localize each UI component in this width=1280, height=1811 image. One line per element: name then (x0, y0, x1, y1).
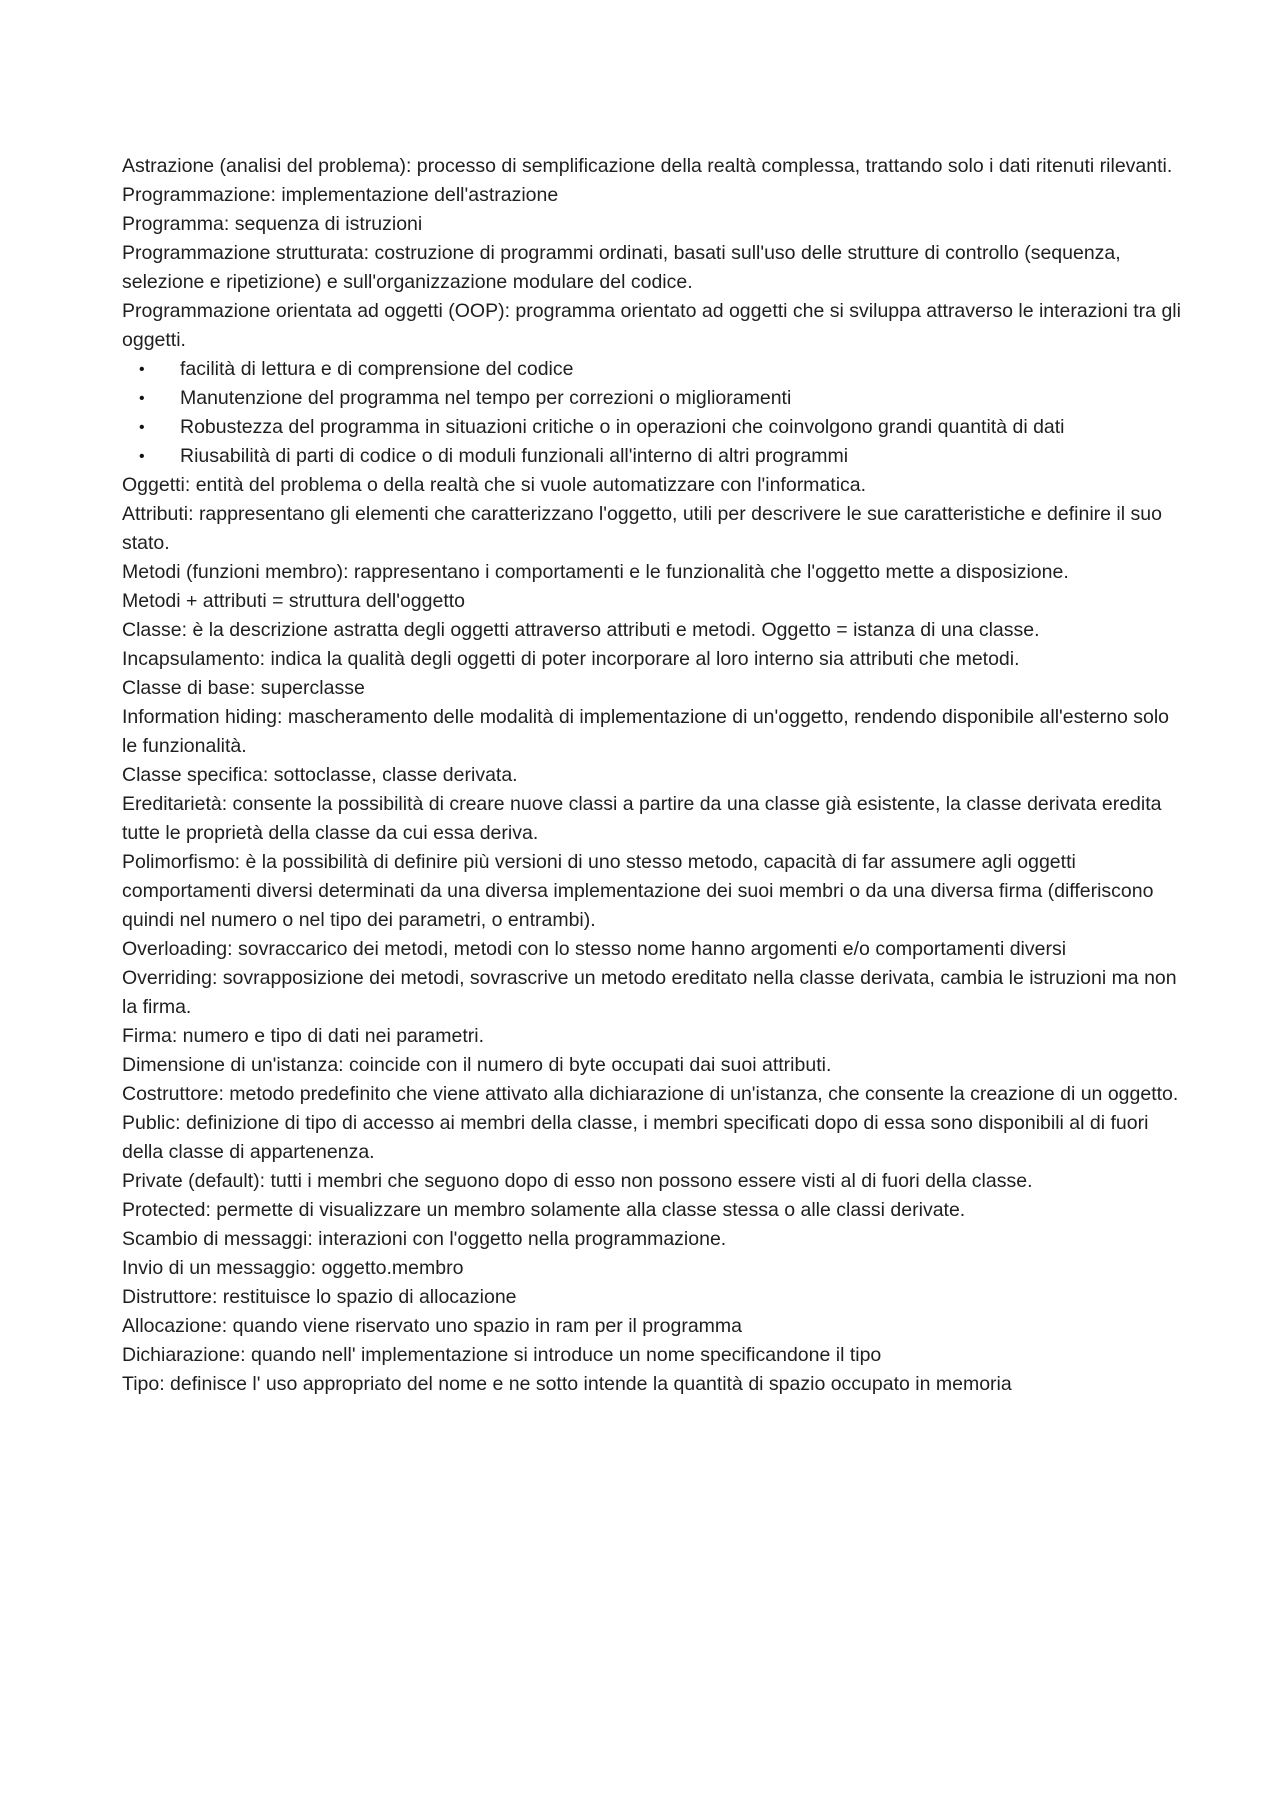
definition-scambio-messaggi: Scambio di messaggi: interazioni con l'oggetto nella programmazione. (122, 1228, 727, 1250)
definition-overloading: Overloading: sovraccarico dei metodi, metodi con lo stesso nome hanno argomenti e/o comportamenti diversi (122, 938, 1067, 960)
definition-classe-specifica: Classe specifica: sottoclasse, classe derivata. (122, 764, 518, 786)
paragraph-astrazione: Astrazione (analisi del problema): processo di semplificazione della realtà complessa, trattando solo i dati ritenuti rilevanti. (122, 155, 1173, 177)
definition-allocazione: Allocazione: quando viene riservato uno spazio in ram per il programma (122, 1315, 742, 1337)
definition-polimorfismo: Polimorfismo: è la possibilità di definire più versioni di uno stesso metodo, capacità di far assumere agli oggetti comportamenti diversi determinati da una diversa implementazione dei suoi membri o da una diversa firma (differiscono quindi nel numero o nel tipo dei parametri, o entrambi). (122, 851, 1154, 931)
bullet-icon: • (139, 448, 145, 465)
definition-metodi: Metodi (funzioni membro): rappresentano i comportamenti e le funzionalità che l'oggetto mette a disposizione. (122, 561, 1069, 583)
list-item (122, 442, 1182, 471)
definition-costruttore: Costruttore: metodo predefinito che viene attivato alla dichiarazione di un'istanza, che consente la creazione di un oggetto. (122, 1083, 1179, 1105)
list-item-text: facilità di lettura e di comprensione del codice (180, 358, 574, 380)
definition-dichiarazione: Dichiarazione: quando nell' implementazione si introduce un nome specificandone il tipo (122, 1344, 882, 1366)
definition-private: Private (default): tutti i membri che seguono dopo di esso non possono essere visti al di fuori della classe. (122, 1170, 1033, 1192)
definition-public: Public: definizione di tipo di accesso ai membri della classe, i membri specificati dopo di essa sono disponibili al di fuori della classe di appartenenza. (122, 1112, 1149, 1163)
bullet-icon: • (139, 419, 145, 436)
definition-oggetti: Oggetti: entità del problema o della realtà che si vuole automatizzare con l'informatica. (122, 474, 867, 496)
definition-attributi: Attributi: rappresentano gli elementi che caratterizzano l'oggetto, utili per descrivere le sue caratteristiche e definire il suo stato. (122, 503, 1162, 554)
definition-dimensione-istanza: Dimensione di un'istanza: coincide con il numero di byte occupati dai suoi attributi. (122, 1054, 832, 1076)
definition-firma: Firma: numero e tipo di dati nei parametri. (122, 1025, 484, 1047)
definition-distruttore: Distruttore: restituisce lo spazio di allocazione (122, 1286, 517, 1308)
document-page (122, 152, 1182, 1399)
definition-invio-messaggio: Invio di un messaggio: oggetto.membro (122, 1257, 464, 1279)
definition-ereditarieta: Ereditarietà: consente la possibilità di creare nuove classi a partire da una classe già esistente, la classe derivata eredita tutte le proprietà della classe da cui essa deriva. (122, 793, 1162, 844)
list-item (122, 355, 1182, 384)
definition-information-hiding: Information hiding: mascheramento delle modalità di implementazione di un'oggetto, rendendo disponibile all'esterno solo le funzionalità. (122, 706, 1170, 757)
list-item (122, 384, 1182, 413)
bullet-icon: • (139, 361, 145, 378)
paragraph-programmazione-strutturata: Programmazione strutturata: costruzione di programmi ordinati, basati sull'uso delle strutture di controllo (sequenza, selezione e ripetizione) e sull'organizzazione modulare del codice. (122, 242, 1121, 293)
definition-classe-di-base: Classe di base: superclasse (122, 677, 365, 699)
definition-incapsulamento: Incapsulamento: indica la qualità degli oggetti di poter incorporare al loro interno sia attributi che metodi. (122, 648, 1020, 670)
oop-benefits-list (122, 355, 1182, 471)
definition-tipo: Tipo: definisce l' uso appropriato del nome e ne sotto intende la quantità di spazio occupato in memoria (122, 1373, 1012, 1395)
definition-struttura-oggetto: Metodi + attributi = struttura dell'oggetto (122, 590, 466, 612)
list-item-text: Robustezza del programma in situazioni critiche o in operazioni che coinvolgono grandi quantità di dati (180, 416, 1065, 438)
definition-overriding: Overriding: sovrapposizione dei metodi, sovrascrive un metodo ereditato nella classe derivata, cambia le istruzioni ma non la firma. (122, 967, 1177, 1018)
list-item-text: Manutenzione del programma nel tempo per correzioni o miglioramenti (180, 387, 792, 409)
definition-protected: Protected: permette di visualizzare un membro solamente alla classe stessa o alle classi derivate. (122, 1199, 966, 1221)
paragraph-programma: Programma: sequenza di istruzioni (122, 213, 423, 235)
paragraph-oop: Programmazione orientata ad oggetti (OOP): programma orientato ad oggetti che si sviluppa attraverso le interazioni tra gli oggetti. (122, 300, 1181, 351)
bullet-icon: • (139, 390, 145, 407)
list-item-text: Riusabilità di parti di codice o di moduli funzionali all'interno di altri programmi (180, 445, 849, 467)
paragraph-programmazione: Programmazione: implementazione dell'astrazione (122, 184, 559, 206)
definition-classe: Classe: è la descrizione astratta degli oggetti attraverso attributi e metodi. Oggetto = istanza di una classe. (122, 619, 1040, 641)
list-item (122, 413, 1182, 442)
